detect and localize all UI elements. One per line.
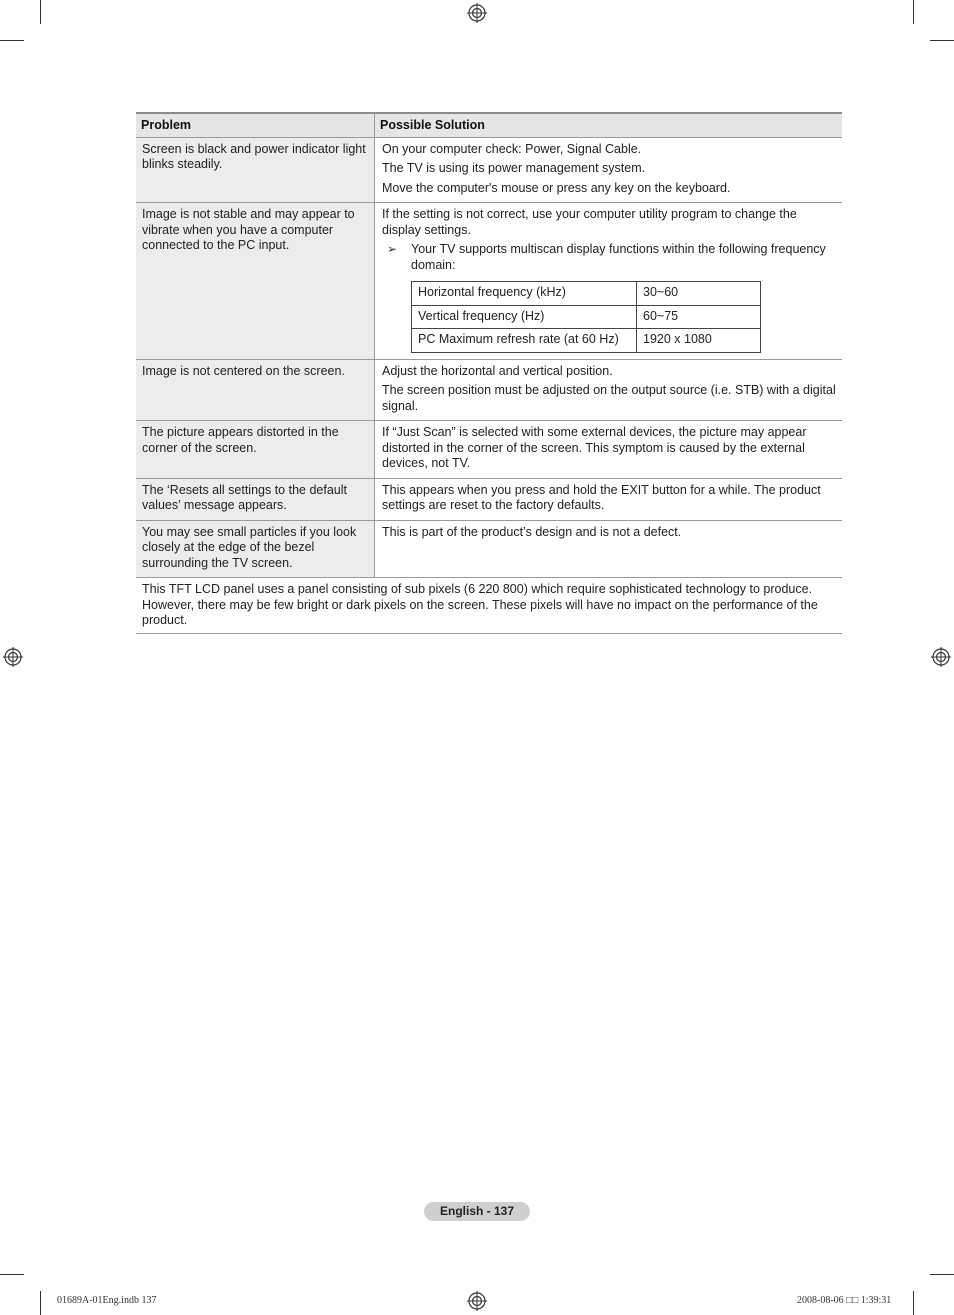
solution-text: The TV is using its power management system. xyxy=(382,161,646,175)
date-slug: 2008-08-06 □□ 1:39:31 xyxy=(797,1295,892,1306)
tip-note xyxy=(382,242,836,273)
table-row xyxy=(412,329,761,353)
column-header-solution: Possible Solution xyxy=(375,113,843,137)
solution-text: If the setting is not correct, use your computer utility program to change the display settings. xyxy=(382,207,797,237)
solution-cell xyxy=(375,137,843,203)
panel-note: This TFT LCD panel uses a panel consisting of sub pixels (6 220 800) which require sophisticated technology to produce. However, there may be few bright or dark pixels on the screen. These pixels will have no impact on the performance of the product. xyxy=(136,578,842,634)
solution-text: This is part of the product’s design and is not a defect. xyxy=(382,524,682,539)
solution-text: On your computer check: Power, Signal Cable. xyxy=(382,141,642,156)
registration-mark-icon xyxy=(931,647,951,667)
crop-mark xyxy=(930,1274,954,1275)
crop-mark xyxy=(40,1291,41,1315)
column-header-problem: Problem xyxy=(136,113,375,137)
solution-text: Move the computer's mouse or press any key on the keyboard. xyxy=(382,180,731,195)
registration-mark-icon xyxy=(467,3,487,23)
problem-cell: You may see small particles if you look closely at the edge of the bezel surrounding the TV screen. xyxy=(136,520,375,578)
problem-cell: Image is not stable and may appear to vibrate when you have a computer connected to the PC input. xyxy=(136,203,375,360)
table-row xyxy=(412,305,761,329)
frequency-label: Vertical frequency (Hz) xyxy=(412,305,637,329)
solution-cell xyxy=(375,478,843,520)
crop-mark xyxy=(0,40,24,41)
solution-text: The screen position must be adjusted on the output source (i.e. STB) with a digital signal. xyxy=(382,383,836,413)
crop-mark xyxy=(40,0,41,24)
troubleshooting-table xyxy=(136,112,842,634)
solution-cell xyxy=(375,520,843,578)
frequency-label: PC Maximum refresh rate (at 60 Hz) xyxy=(412,329,637,353)
crop-mark xyxy=(930,40,954,41)
registration-mark-icon xyxy=(3,647,23,667)
arrow-right-icon: ➢ xyxy=(387,242,398,256)
crop-mark xyxy=(913,1291,914,1315)
frequency-table xyxy=(411,281,761,353)
table-row xyxy=(412,282,761,306)
table-row xyxy=(136,137,842,203)
solution-cell xyxy=(375,203,843,360)
crop-mark xyxy=(0,1274,24,1275)
problem-cell: The picture appears distorted in the corner of the screen. xyxy=(136,421,375,479)
table-row xyxy=(136,520,842,578)
solution-cell xyxy=(375,359,843,421)
page-number-badge: English - 137 xyxy=(424,1202,530,1221)
problem-cell: Screen is black and power indicator light blinks steadily. xyxy=(136,137,375,203)
table-row xyxy=(136,203,842,360)
crop-mark xyxy=(913,0,914,24)
frequency-value: 30~60 xyxy=(637,282,761,306)
file-slug: 01689A-01Eng.indb 137 xyxy=(57,1295,157,1306)
solution-text: Adjust the horizontal and vertical position. xyxy=(382,363,613,378)
frequency-value: 60~75 xyxy=(637,305,761,329)
solution-text: This appears when you press and hold the EXIT button for a while. The product settings are reset to the factory defaults. xyxy=(382,482,821,512)
table-row xyxy=(136,421,842,479)
frequency-label: Horizontal frequency (kHz) xyxy=(412,282,637,306)
registration-mark-icon xyxy=(467,1291,487,1311)
problem-cell: Image is not centered on the screen. xyxy=(136,359,375,421)
frequency-value: 1920 x 1080 xyxy=(637,329,761,353)
solution-cell xyxy=(375,421,843,479)
table-row xyxy=(136,578,842,634)
table-row xyxy=(136,478,842,520)
problem-cell: The ‘Resets all settings to the default values’ message appears. xyxy=(136,478,375,520)
tip-text: Your TV supports multiscan display functions within the following frequency domain: xyxy=(411,242,826,272)
table-header-row xyxy=(136,113,842,137)
solution-text: If “Just Scan” is selected with some external devices, the picture may appear distorted in the corner of the screen. This symptom is caused by the external devices, not TV. xyxy=(382,425,807,470)
table-row xyxy=(136,359,842,421)
